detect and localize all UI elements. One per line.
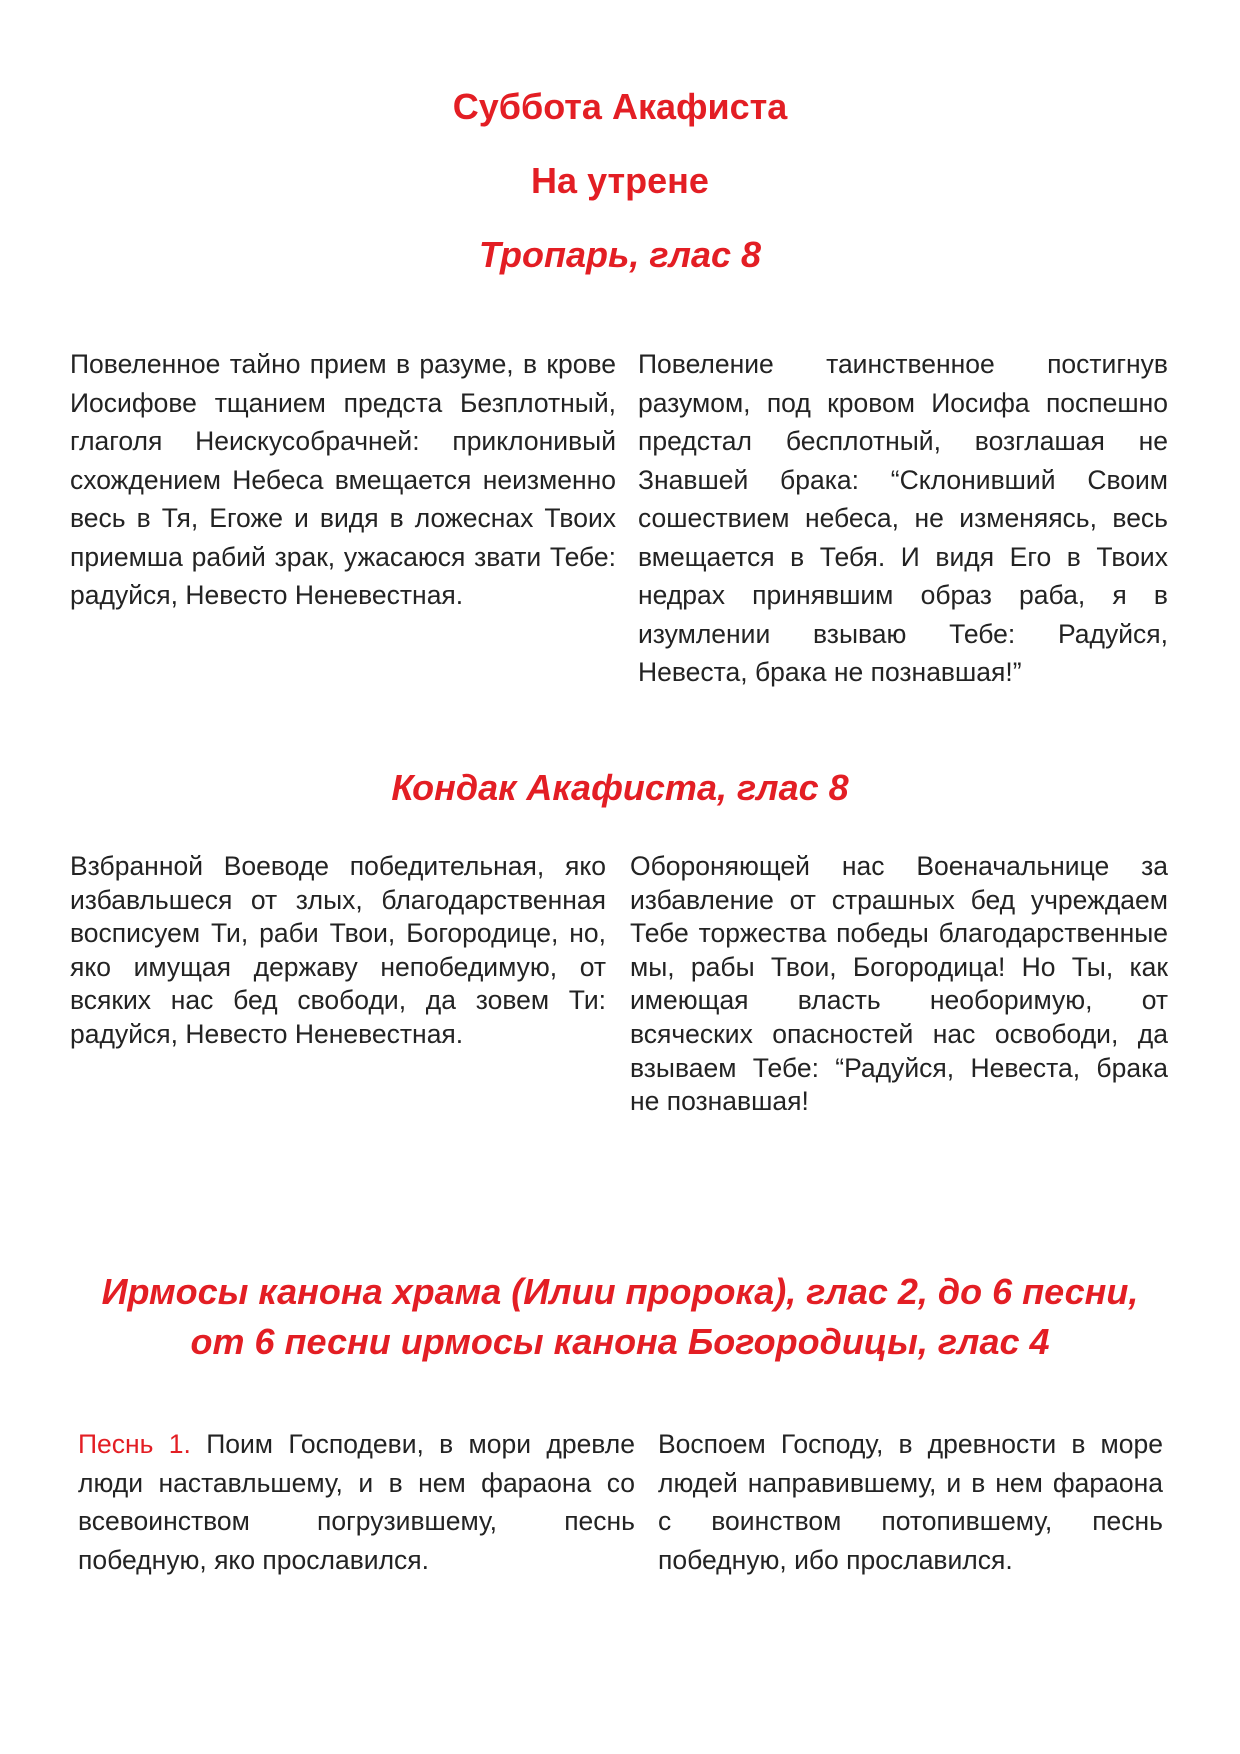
irmos-russian-text: Воспоем Господу, в древности в море людей направившему, и в нем фараона с воинством потопившему, песнь победную, ибо прославился. — [658, 1429, 1163, 1575]
troparion-russian-text: Повеление таинственное постигнув разумом, под кровом Иосифа поспешно предстал бесплотный, возглашая не Знавшей брака: “Склонивший Своим сошествием небеса, не изменяясь, весь вмещается в Тебя. И видя Его в Твоих недрах принявшим образ раба, я в изумлении взываю Тебе: Радуйся, Невеста, брака не познавшая!” — [638, 349, 1168, 687]
kontakion-heading: Кондак Акафиста, глас 8 — [391, 767, 849, 808]
irmoi-heading-line-1: Ирмосы канона храма (Илии пророка), глас 2, до 6 песни, — [101, 1271, 1139, 1312]
kontakion-russian-text: Обороняющей нас Военачальнице за избавление от страшных бед учреждаем Тебе торжества победы благодарственные мы, рабы Твои, Богородица! Но Ты, как имеющая власть необоримую, от всяческих опасностей нас освободи, да взываем Тебе: “Радуйся, Невеста, брака не познавшая! — [630, 851, 1168, 1117]
service-subtitle: На утрене — [531, 160, 709, 201]
troparion-church-slavonic-text: Повеленное тайно прием в разуме, в крове Иосифове тщанием предста Безплотный, глаголя Неискусобрачней: приклонивый схождением Небеса вмещается неизменно весь в Тя, Егоже и видя в ложеснах Твоих приемша рабий зрак, ужасаюся звати Тебе: радуйся, Невесто Неневестная. — [70, 349, 616, 610]
irmos-church-slavonic-text — [78, 1425, 635, 1579]
ode-label: Песнь 1. — [78, 1429, 191, 1459]
page-title: Суббота Акафиста — [452, 86, 788, 127]
kontakion-church-slavonic-text: Взбранной Воеводе победительная, яко избавльшеся от злых, благодарственная восписуем Ти, раби Твои, Богородице, но, яко имущая державу непобедимую, от всяких нас бед свободи, да зовем Ти: радуйся, Невесто Неневестная. — [70, 851, 606, 1049]
troparion-heading: Тропарь, глас 8 — [478, 234, 762, 275]
irmos-church-slavonic-body: Поим Господеви, в мори древле люди наставльшему, и в нем фараона со всевоинством погрузившему, песнь победную, яко прославился. — [78, 1429, 635, 1575]
irmoi-heading-line-2: от 6 песни ирмосы канона Богородицы, глас 4 — [190, 1321, 1050, 1362]
irmoi-heading — [0, 1267, 1240, 1367]
